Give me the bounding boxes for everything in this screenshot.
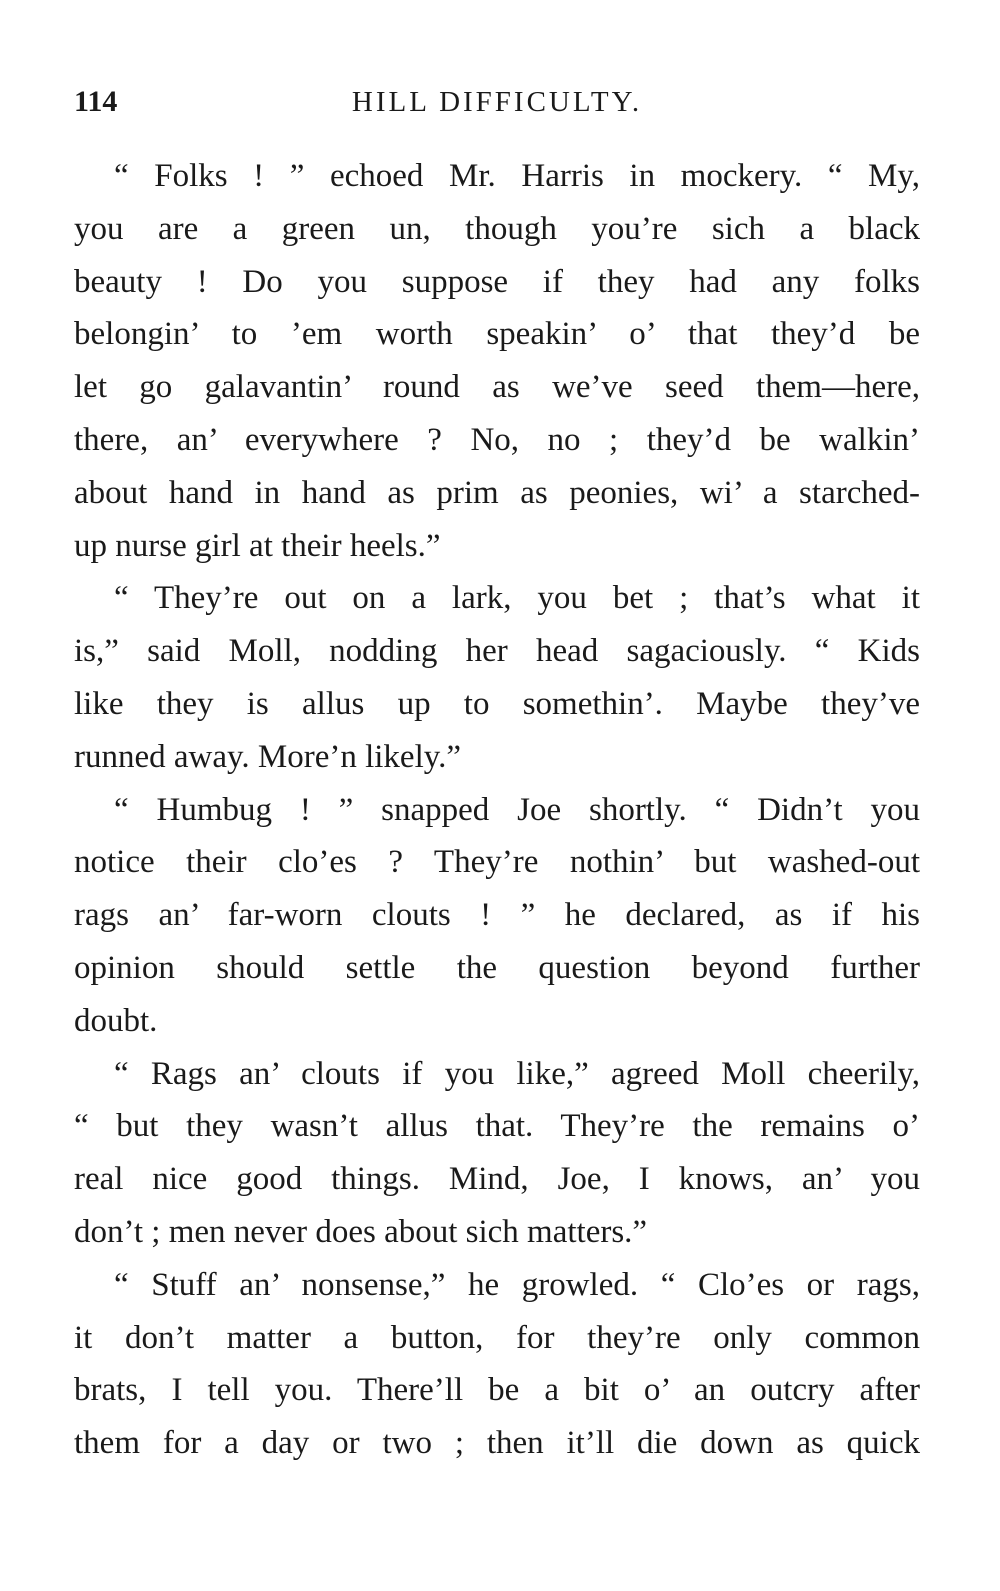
paragraph-3 [74, 784, 920, 1048]
text-line: belongin’ to ’em worth speakin’ o’ that they’d be [74, 316, 920, 353]
paragraph-2 [74, 572, 920, 783]
running-title: HILL DIFFICULTY. [351, 86, 643, 118]
text-line: notice their clo’es ? They’re nothin’ but washed-out [74, 844, 920, 881]
text-line: it don’t matter a button, for they’re only common [74, 1319, 920, 1356]
text-line: runned away. More’n likely.” [74, 738, 461, 775]
text-line: don’t ; men never does about sich matters.” [74, 1213, 648, 1250]
paragraph-5 [74, 1259, 920, 1470]
body-text [74, 150, 920, 1470]
text-line: real nice good things. Mind, Joe, I knows, an’ you [74, 1161, 920, 1198]
text-line: beauty ! Do you suppose if they had any folks [74, 263, 920, 300]
text-line: you are a green un, though you’re sich a black [74, 210, 920, 247]
text-line: “ but they wasn’t allus that. They’re the remains o’ [74, 1108, 920, 1145]
text-line: about hand in hand as prim as peonies, wi’ a starched- [74, 474, 920, 511]
text-line: let go galavantin’ round as we’ve seed them—here, [74, 369, 920, 406]
text-line: “ Rags an’ clouts if you like,” agreed Moll cheerily, [114, 1055, 920, 1092]
paragraph-1 [74, 150, 920, 572]
text-line: opinion should settle the question beyond further [74, 949, 920, 986]
text-line: “ Folks ! ” echoed Mr. Harris in mockery. “ My, [114, 158, 920, 194]
text-line: “ Stuff an’ nonsense,” he growled. “ Clo’es or rags, [114, 1266, 920, 1303]
text-line: brats, I tell you. There’ll be a bit o’ an outcry after [74, 1372, 920, 1409]
text-line: like they is allus up to somethin’. Maybe they’ve [74, 685, 920, 722]
text-line: rags an’ far-worn clouts ! ” he declared, as if his [74, 897, 920, 934]
page-number: 114 [74, 85, 118, 118]
text-line: there, an’ everywhere ? No, no ; they’d be walkin’ [74, 421, 920, 458]
text-line: them for a day or two ; then it’ll die down as quick [74, 1425, 920, 1462]
text-line: doubt. [74, 1002, 158, 1039]
paragraph-4 [74, 1048, 920, 1259]
running-head [74, 80, 920, 124]
text-line: is,” said Moll, nodding her head sagaciously. “ Kids [74, 633, 920, 670]
text-line: “ They’re out on a lark, you bet ; that’s what it [114, 580, 920, 617]
text-line: “ Humbug ! ” snapped Joe shortly. “ Didn’t you [114, 791, 920, 828]
text-line: up nurse girl at their heels.” [74, 527, 441, 564]
